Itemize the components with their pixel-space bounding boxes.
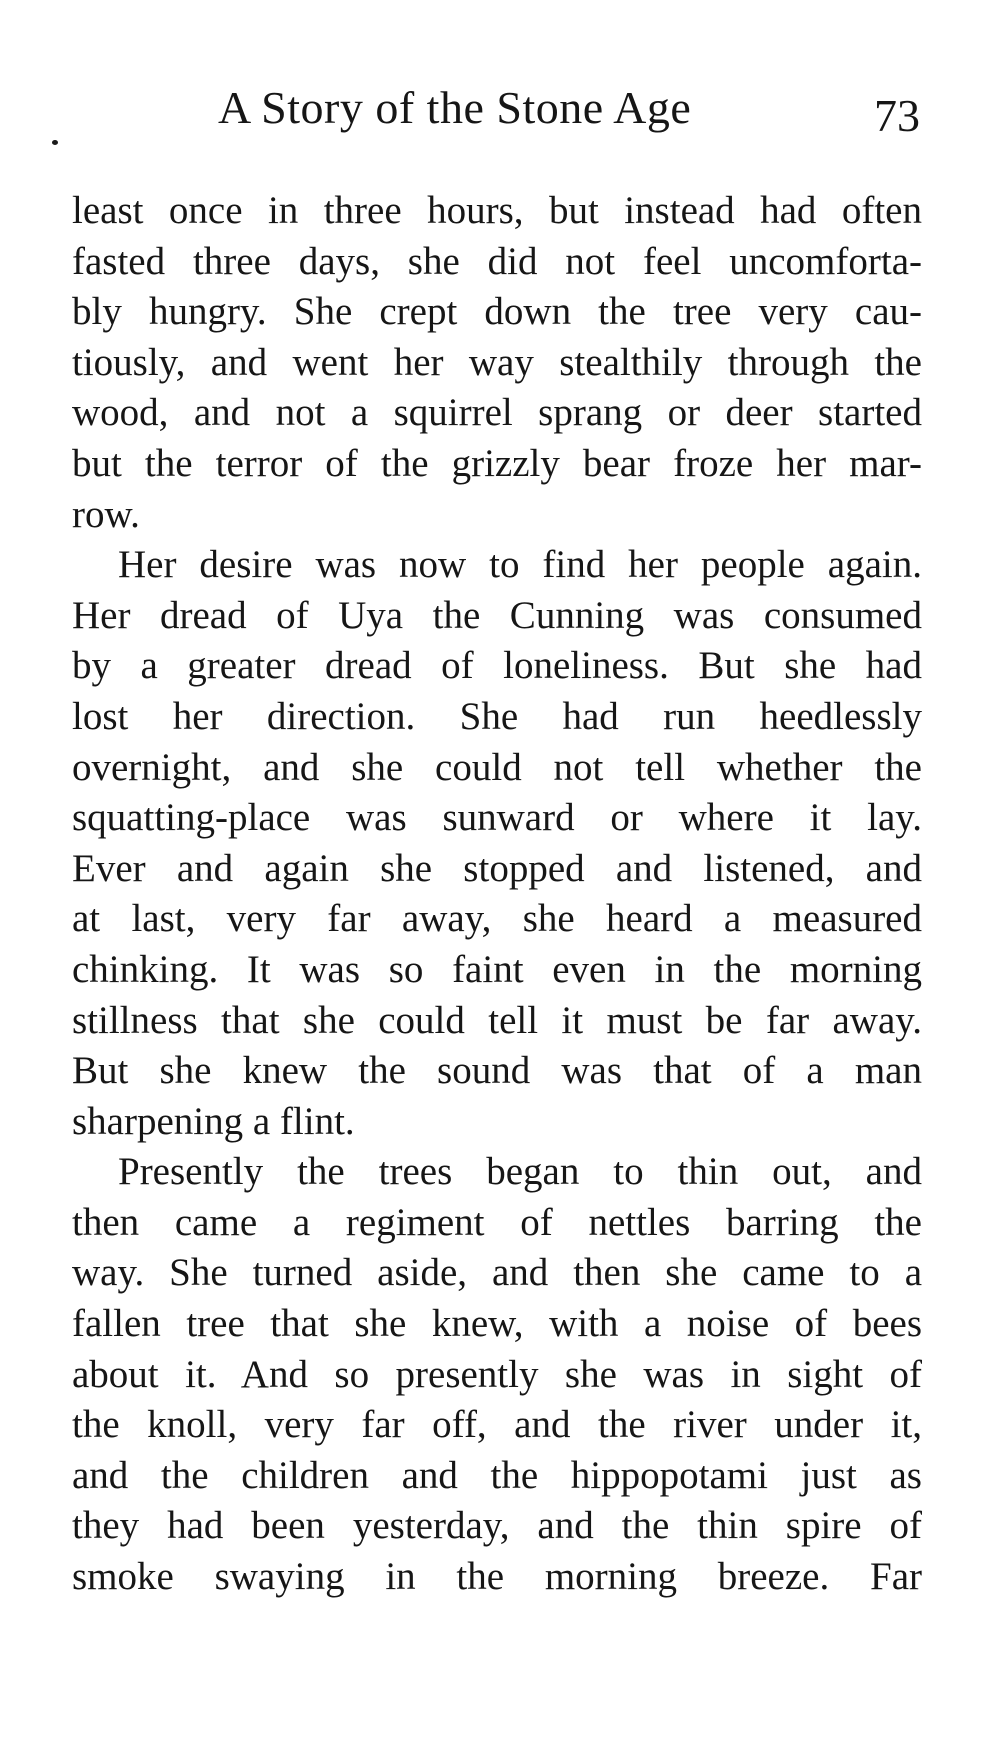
- text-line: chinking. It was so faint even in the morning: [72, 947, 922, 991]
- text-line: stillness that she could tell it must be far away.: [72, 998, 922, 1042]
- text-line: at last, very far away, she heard a measured: [72, 897, 922, 941]
- running-head-title: A Story of the Stone Age: [218, 82, 692, 133]
- text-line: tiously, and went her way stealthily through the: [72, 340, 922, 384]
- text-line: squatting-place was sunward or where it lay.: [72, 796, 922, 840]
- text-line: Ever and again she stopped and listened, and: [72, 846, 922, 890]
- text-line: least once in three hours, but instead had often: [72, 189, 922, 232]
- text-line: they had been yesterday, and the thin spire of: [72, 1504, 922, 1548]
- text-line: Her desire was now to find her people again.: [118, 543, 922, 587]
- text-line: way. She turned aside, and then she came to a: [72, 1251, 922, 1295]
- page-number: 73: [874, 90, 920, 141]
- text-line: smoke swaying in the morning breeze. Far: [72, 1555, 922, 1599]
- text-line: and the children and the hippopotami just as: [72, 1453, 922, 1497]
- text-line: fasted three days, she did not feel uncomforta-: [72, 239, 922, 283]
- text-line: about it. And so presently she was in sight of: [72, 1352, 922, 1396]
- text-line: then came a regiment of nettles barring the: [72, 1200, 922, 1244]
- text-line: overnight, and she could not tell whether the: [72, 745, 922, 789]
- text-line: by a greater dread of loneliness. But she had: [72, 644, 922, 688]
- text-line: Presently the trees began to thin out, and: [118, 1150, 922, 1194]
- text-line: lost her direction. She had run heedlessly: [72, 694, 922, 738]
- text-line: Her dread of Uya the Cunning was consumed: [72, 593, 922, 637]
- text-line: the knoll, very far off, and the river under it,: [72, 1403, 922, 1447]
- print-speck: [52, 140, 58, 145]
- body-text: [72, 186, 922, 1603]
- text-line: sharpening a flint.: [72, 1099, 355, 1143]
- text-line: row.: [72, 492, 140, 536]
- running-head: [0, 80, 1000, 140]
- text-line: bly hungry. She crept down the tree very cau-: [72, 290, 922, 334]
- text-line: But she knew the sound was that of a man: [72, 1049, 922, 1093]
- text-line: fallen tree that she knew, with a noise of bees: [72, 1302, 922, 1346]
- text-line: wood, and not a squirrel sprang or deer started: [72, 391, 922, 435]
- text-line: but the terror of the grizzly bear froze her mar-: [72, 441, 922, 485]
